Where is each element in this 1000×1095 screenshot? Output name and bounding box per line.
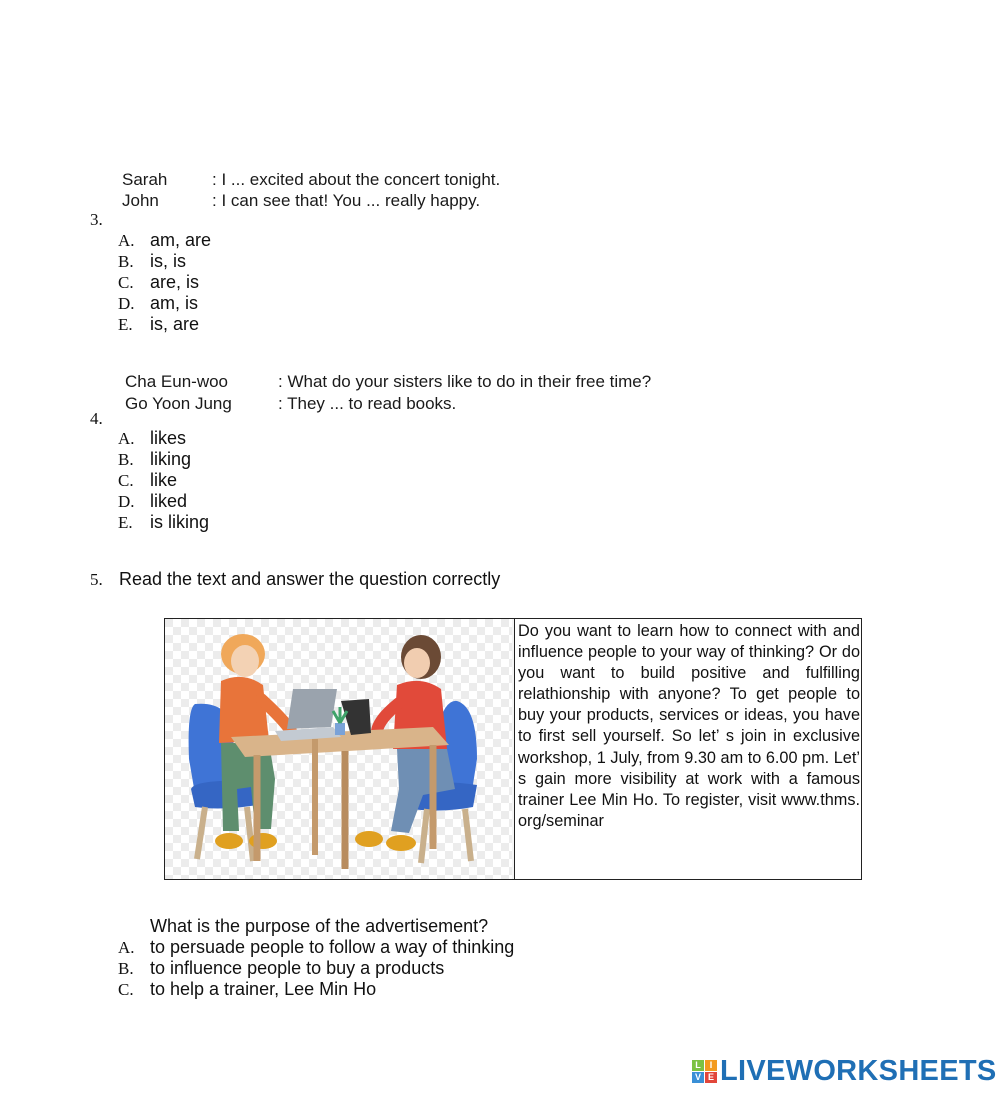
dialogue-line bbox=[125, 394, 456, 414]
option-text: is liking bbox=[150, 512, 210, 532]
logo-text: LIVEWORKSHEETS bbox=[720, 1054, 997, 1087]
dialogue-text: : They ... to read books. bbox=[278, 394, 457, 413]
option-letter: C. bbox=[118, 471, 134, 490]
option-b[interactable] bbox=[118, 958, 444, 979]
option-a[interactable] bbox=[118, 428, 186, 449]
option-b[interactable] bbox=[118, 251, 186, 272]
logo-mark-letter: E bbox=[705, 1072, 717, 1083]
option-e[interactable] bbox=[118, 314, 199, 335]
option-letter: D. bbox=[118, 492, 135, 511]
option-letter: B. bbox=[118, 252, 134, 271]
option-text: am, are bbox=[150, 230, 212, 250]
speaker-name: John bbox=[122, 191, 159, 210]
option-text: are, is bbox=[150, 272, 200, 292]
option-d[interactable] bbox=[118, 491, 187, 512]
option-letter: E. bbox=[118, 513, 133, 532]
dialogue-text: : I can see that! You ... really happy. bbox=[212, 191, 481, 210]
option-letter: A. bbox=[118, 429, 135, 448]
option-letter: A. bbox=[118, 938, 135, 957]
option-text: am, is bbox=[150, 293, 199, 313]
liveworksheets-logo[interactable] bbox=[692, 1054, 997, 1088]
dialogue-text: : I ... excited about the concert tonight. bbox=[212, 170, 501, 189]
option-c[interactable] bbox=[118, 470, 177, 491]
option-text: to help a trainer, Lee Min Ho bbox=[150, 979, 377, 999]
option-letter: B. bbox=[118, 959, 134, 978]
question-text: What is the purpose of the advertisement? bbox=[150, 916, 489, 936]
option-text: liking bbox=[150, 449, 192, 469]
option-text: is, are bbox=[150, 314, 200, 334]
advertisement-text: Do you want to learn how to connect with and influence people to your way of thinking? Or do you want to build positive and fulfilling relathionship with anyone? To get people to buy your products, services or ideas, you have to first sell yourself. So let’ s join in exclusive workshop, 1 July, from 9.30 am to 6.00 pm. Let’ s gain more visibility at work with a famous trainer Lee Min Ho. To register, visit www.thms. org/seminar bbox=[518, 622, 860, 830]
option-a[interactable] bbox=[118, 937, 514, 958]
option-letter: D. bbox=[118, 294, 135, 313]
option-letter: C. bbox=[118, 980, 134, 999]
dialogue-text: : What do your sisters like to do in their free time? bbox=[278, 372, 652, 391]
speaker-name: Go Yoon Jung bbox=[125, 394, 232, 413]
question-number: 3. bbox=[90, 210, 103, 229]
logo-mark-letter: L bbox=[692, 1060, 704, 1071]
illustration-svg bbox=[165, 619, 512, 879]
option-text: to persuade people to follow a way of thinking bbox=[150, 937, 515, 957]
option-text: to influence people to buy a products bbox=[150, 958, 445, 978]
option-text: is, is bbox=[150, 251, 186, 271]
question-instruction: Read the text and answer the question correctly bbox=[119, 569, 501, 589]
option-text: liked bbox=[150, 491, 188, 511]
logo-mark-letter: V bbox=[692, 1072, 704, 1083]
logo-mark-icon bbox=[692, 1060, 717, 1083]
option-b[interactable] bbox=[118, 449, 191, 470]
option-letter: A. bbox=[118, 231, 135, 250]
logo-mark-letter: I bbox=[705, 1060, 717, 1071]
option-c[interactable] bbox=[118, 979, 376, 1000]
question-number: 4. bbox=[90, 409, 103, 428]
option-text: likes bbox=[150, 428, 187, 448]
question-number: 5. bbox=[90, 570, 103, 589]
illustration-two-people-at-table bbox=[165, 619, 515, 879]
option-letter: C. bbox=[118, 273, 134, 292]
option-a[interactable] bbox=[118, 230, 211, 251]
option-letter: B. bbox=[118, 450, 134, 469]
speaker-name: Cha Eun-woo bbox=[125, 372, 229, 391]
dialogue-line bbox=[122, 170, 500, 190]
advertisement bbox=[164, 618, 862, 880]
dialogue-line bbox=[122, 191, 480, 211]
option-text: like bbox=[150, 470, 178, 490]
dialogue-line bbox=[125, 372, 651, 392]
option-e[interactable] bbox=[118, 512, 209, 533]
option-letter: E. bbox=[118, 315, 133, 334]
option-d[interactable] bbox=[118, 293, 198, 314]
speaker-name: Sarah bbox=[122, 170, 168, 189]
option-c[interactable] bbox=[118, 272, 199, 293]
